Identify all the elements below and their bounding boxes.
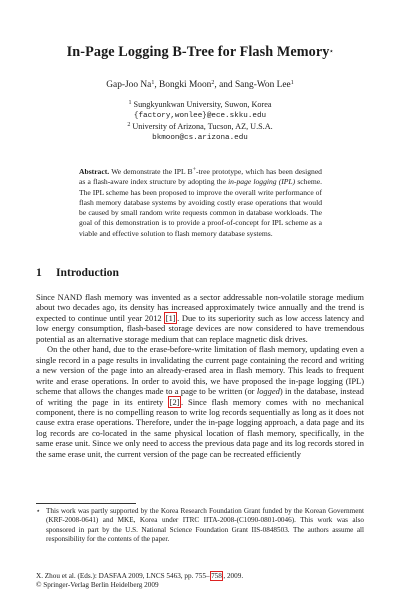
paper-title	[0, 44, 400, 61]
author-name: Sang-Won Lee	[234, 80, 291, 90]
paragraph-text: On the other hand, due to the erase-before-write limitation of flash memory, updating even a single record in a page results in invalidating the current page containing the record and writing a new version of the page into an already-erased area in flash memory. This leads to frequent write and erase operations. In order to avoid this, we have proposed the in-page logging (IPL) scheme that allows the changes made to a page to be written (or	[36, 344, 364, 397]
title-text: In-Page Logging B-Tree for Flash Memory	[66, 44, 330, 60]
paragraph-text: ) in the database, instead of writing the page in its entirety	[36, 386, 364, 407]
paragraph-text: Since NAND flash memory was invented as a sector addressable non-volatile storage medium about two decades ago, its density has increased approximately twice annually and the trend is expected to continue until year 2012	[36, 292, 364, 323]
footnote-mark: ⋆	[36, 507, 41, 515]
abstract-emphasis: in-page logging (IPL)	[228, 177, 296, 187]
publication-info	[36, 572, 364, 591]
copyright-line: © Springer-Verlag Berlin Heidelberg 2009	[36, 581, 159, 590]
page-range-link[interactable]: 758	[211, 572, 222, 580]
footnote-text: This work was partly supported by the Korea Research Foundation Grant funded by the Korean Government (KRF-2008-0641) and MKE, Korea under ITRC IITA-2008-(C1090-0801-0046). This work was also sponsored in part by the U.S. National Science Foundation Grant IIS-0848503. The authors assume all responsibility for the contents of the paper.	[46, 507, 364, 544]
section-heading	[36, 266, 119, 279]
publication-text: , 2009.	[223, 572, 244, 580]
paragraph-text: . Due to its superiority such as low access latency and low energy consumption, flash-based storage devices are now considered to have tremendous potential as an alternative storage medium that can replace magnetic disk drives.	[36, 312, 364, 344]
paragraph	[36, 292, 364, 344]
affiliation-email: bkmoon@cs.arizona.edu	[152, 133, 248, 142]
abstract-superscript: +	[192, 167, 196, 173]
author-name: Gap-Joo Na	[106, 80, 152, 90]
author-list	[0, 80, 400, 90]
affiliation-name: Sungkyunkwan University, Suwon, Korea	[133, 100, 272, 109]
affiliation-1	[0, 100, 400, 121]
publication-text: X. Zhou et al. (Eds.): DASFAA 2009, LNCS 5463, pp. 755–	[36, 572, 210, 580]
footnote-divider	[36, 503, 136, 504]
author-affiliation-mark: 1	[290, 80, 294, 86]
citation-link[interactable]: [2]	[169, 396, 180, 407]
affiliation-name: University of Arizona, Tucson, AZ, U.S.A.	[132, 122, 273, 131]
body-text	[36, 292, 364, 459]
affiliation-2	[0, 122, 400, 143]
affiliation-mark: 2	[127, 122, 131, 128]
abstract-label: Abstract.	[79, 167, 110, 176]
paragraph-emphasis: logged	[256, 386, 280, 397]
title-footnote-mark: ⋆	[329, 49, 334, 55]
section-number: 1	[36, 266, 42, 279]
citation-link[interactable]: [1]	[165, 312, 176, 323]
author-name: Bongki Moon	[159, 80, 212, 90]
footnote	[36, 507, 364, 545]
abstract-text: scheme. The IPL scheme has been proposed to improve the overall write performance of flash memory database systems by avoiding costly erase operations that would be caused by small random write requests common in database workloads. The goal of this demonstration is to provide a proof-of-concept for IPL scheme as a viable and effective solution to flash memory database systems.	[79, 177, 322, 238]
paragraph-text: . Since flash memory comes with no mechanical component, there is no compelling reason to write log records sequentially as long as it does not cause extra erase operations. Therefore, under the in-page logging approach, a data page and its log records are co-located in the same physical location of flash memory, specifically, in the same erase unit. Since we only need to access the previous data page and its log records stored in the same erase unit, the current version of the page can be recreated efficiently	[36, 396, 364, 459]
author-separator: , and	[214, 80, 235, 90]
section-title-text: Introduction	[56, 266, 119, 279]
author-affiliation-mark: 2	[211, 80, 215, 86]
paragraph	[36, 344, 364, 459]
author-separator: ,	[154, 80, 160, 90]
abstract-text: -tree prototype, which has been designed as a flash-aware index structure by adopting the	[79, 167, 322, 187]
publication-line	[36, 572, 364, 581]
affiliation-mark: 1	[128, 100, 132, 106]
abstract-text: We demonstrate the IPL B	[109, 167, 193, 176]
affiliation-email: {factory,wonlee}@ece.skku.edu	[133, 111, 267, 120]
author-affiliation-mark: 1	[151, 80, 155, 86]
abstract	[79, 167, 322, 239]
